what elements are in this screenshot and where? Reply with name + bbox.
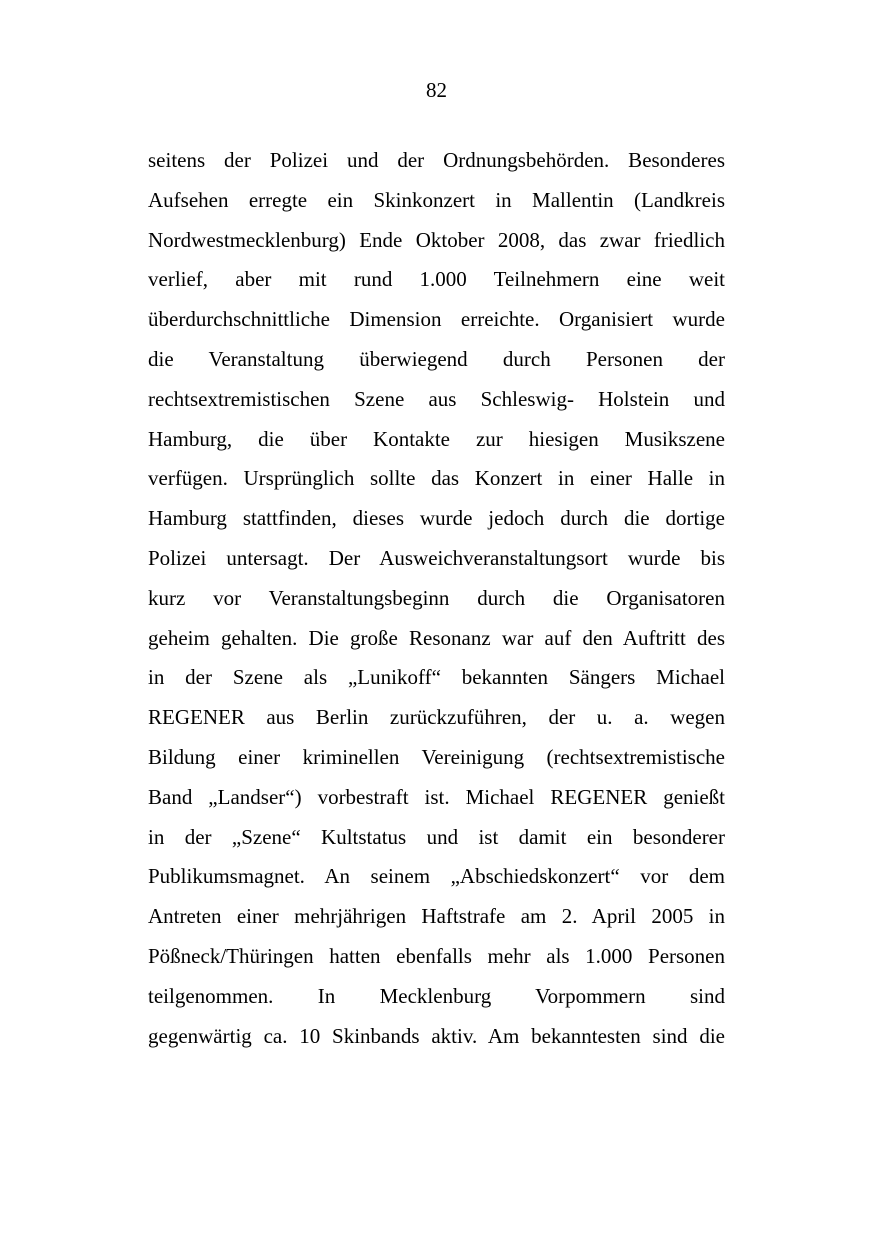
text-line: in der Szene als „Lunikoff“ bekannten Sängers Michael	[148, 665, 725, 690]
text-line: Pößneck/Thüringen hatten ebenfalls mehr als 1.000 Personen	[148, 943, 725, 968]
text-line: Hamburg stattfinden, dieses wurde jedoch durch die dortige	[148, 506, 725, 531]
text-line: überdurchschnittliche Dimension erreichte. Organisiert wurde	[148, 307, 725, 332]
text-line: verlief, aber mit rund 1.000 Teilnehmern eine weit	[148, 267, 725, 292]
text-line: Band „Landser“) vorbestraft ist. Michael REGENER genießt	[148, 784, 725, 809]
text-line: geheim gehalten. Die große Resonanz war auf den Auftritt des	[148, 625, 725, 650]
text-line: Aufsehen erregte ein Skinkonzert in Mallentin (Landkreis	[148, 187, 725, 212]
text-line: Antreten einer mehrjährigen Haftstrafe am 2. April 2005 in	[148, 904, 725, 929]
text-line: teilgenommen. In Mecklenburg Vorpommern sind	[148, 983, 725, 1008]
text-line: kurz vor Veranstaltungsbeginn durch die Organisatoren	[148, 585, 725, 610]
text-line: die Veranstaltung überwiegend durch Personen der	[148, 346, 725, 371]
text-line: Polizei untersagt. Der Ausweichveranstaltungsort wurde bis	[148, 545, 725, 570]
text-line: gegenwärtig ca. 10 Skinbands aktiv. Am bekanntesten sind die	[148, 1023, 725, 1048]
text-line: Nordwestmecklenburg) Ende Oktober 2008, das zwar friedlich	[148, 227, 725, 252]
page-number: 82	[426, 78, 447, 102]
text-line: in der „Szene“ Kultstatus und ist damit ein besonderer	[148, 824, 725, 849]
text-line: Bildung einer kriminellen Vereinigung (rechtsextremistische	[148, 744, 725, 769]
text-line: Publikumsmagnet. An seinem „Abschiedskonzert“ vor dem	[148, 864, 725, 889]
text-line: verfügen. Ursprünglich sollte das Konzert in einer Halle in	[148, 466, 725, 491]
text-line: REGENER aus Berlin zurückzuführen, der u. a. wegen	[148, 705, 725, 730]
text-line: seitens der Polizei und der Ordnungsbehörden. Besonderes	[148, 148, 725, 172]
body-paragraph	[148, 141, 725, 1056]
text-line: rechtsextremistischen Szene aus Schleswig- Holstein und	[148, 386, 725, 411]
text-line: Hamburg, die über Kontakte zur hiesigen Musikszene	[148, 426, 725, 451]
